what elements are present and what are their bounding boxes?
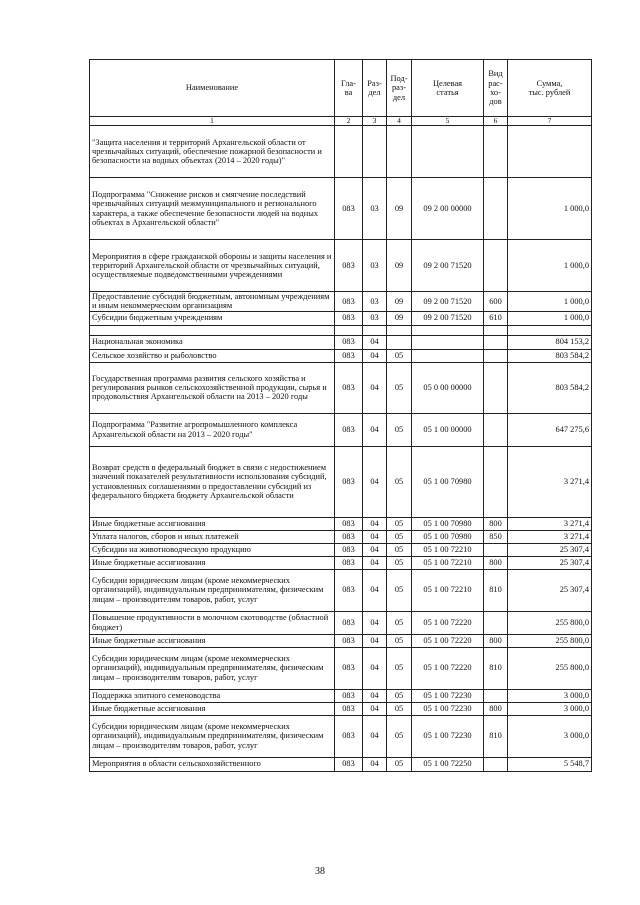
- header-sum: Сумма, тыс. рублей: [508, 60, 592, 117]
- cell-sum: 3 000,0: [508, 689, 592, 702]
- cell-cs: 05 1 00 00000: [412, 413, 484, 446]
- cell-cs: 05 1 00 70980: [412, 446, 484, 517]
- cell-gl: 083: [335, 517, 363, 530]
- cell-rz: 03: [363, 311, 387, 325]
- cell-vr: [484, 126, 508, 178]
- cell-pr: 09: [387, 292, 412, 312]
- cell-name: Субсидии бюджетным учреждениям: [90, 311, 335, 325]
- cell-gl: 083: [335, 556, 363, 569]
- cell-sum: 647 275,6: [508, 413, 592, 446]
- cell-rz: 04: [363, 349, 387, 362]
- cell-pr: 05: [387, 530, 412, 543]
- header-name: Наименование: [90, 60, 335, 117]
- cell-name: Субсидии юридическим лицам (кроме некоммерческих организаций), индивидуальным предпринимателям, физическим лицам – производителям товаров, работ, услуг: [90, 715, 335, 757]
- cell-sum: 255 800,0: [508, 647, 592, 689]
- table-row: [90, 335, 592, 349]
- cell-rz: [363, 126, 387, 178]
- cell-rz: 04: [363, 702, 387, 715]
- cell-gl: [335, 325, 363, 335]
- cell-name: Субсидии юридическим лицам (кроме некоммерческих организаций), индивидуальным предпринимателям, физическим лицам – производителям товаров, работ, услуг: [90, 647, 335, 689]
- cell-vr: 800: [484, 702, 508, 715]
- cell-rz: 03: [363, 292, 387, 312]
- cell-cs: 09 2 00 71520: [412, 292, 484, 312]
- cell-name: Иные бюджетные ассигнования: [90, 517, 335, 530]
- column-number: 7: [508, 117, 592, 126]
- cell-name: Мероприятия в сфере гражданской обороны и защиты населения и территорий Архангельской области от чрезвычайных ситуаций, осуществляемые подведомственными учреждениями: [90, 240, 335, 292]
- table-row: [90, 362, 592, 413]
- cell-sum: 1 000,0: [508, 178, 592, 240]
- cell-pr: 05: [387, 569, 412, 611]
- table-row: [90, 757, 592, 771]
- cell-rz: 04: [363, 530, 387, 543]
- header-vid: Вид рас- хо- дов: [484, 60, 508, 117]
- cell-gl: 083: [335, 362, 363, 413]
- cell-cs: 09 2 00 00000: [412, 178, 484, 240]
- cell-name: Подпрограмма "Развитие агропромышленного комплекса Архангельской области на 2013 – 2020 годы": [90, 413, 335, 446]
- cell-gl: 083: [335, 543, 363, 556]
- table-row: [90, 543, 592, 556]
- cell-gl: 083: [335, 178, 363, 240]
- cell-cs: 05 1 00 72250: [412, 757, 484, 771]
- cell-sum: 803 584,2: [508, 362, 592, 413]
- cell-cs: 05 0 00 00000: [412, 362, 484, 413]
- cell-rz: 04: [363, 611, 387, 634]
- cell-sum: [508, 126, 592, 178]
- cell-rz: 04: [363, 446, 387, 517]
- column-number: 2: [335, 117, 363, 126]
- table-row: [90, 126, 592, 178]
- cell-cs: 05 1 00 72230: [412, 715, 484, 757]
- cell-rz: 04: [363, 689, 387, 702]
- cell-pr: 09: [387, 240, 412, 292]
- table-row: [90, 178, 592, 240]
- cell-sum: 3 271,4: [508, 446, 592, 517]
- table-row: [90, 689, 592, 702]
- table-row: [90, 325, 592, 335]
- cell-sum: 5 548,7: [508, 757, 592, 771]
- table-row: [90, 647, 592, 689]
- cell-vr: 810: [484, 569, 508, 611]
- cell-rz: 04: [363, 715, 387, 757]
- cell-rz: 04: [363, 569, 387, 611]
- cell-pr: 09: [387, 311, 412, 325]
- cell-gl: 083: [335, 715, 363, 757]
- cell-cs: 05 1 00 72230: [412, 702, 484, 715]
- cell-sum: 1 000,0: [508, 240, 592, 292]
- cell-vr: 800: [484, 556, 508, 569]
- column-numbers-row: [90, 117, 592, 126]
- cell-name: Национальная экономика: [90, 335, 335, 349]
- cell-sum: 25 307,4: [508, 569, 592, 611]
- header-glava: Гла- ва: [335, 60, 363, 117]
- cell-rz: 04: [363, 647, 387, 689]
- cell-name: Иные бюджетные ассигнования: [90, 556, 335, 569]
- cell-pr: 05: [387, 349, 412, 362]
- cell-sum: 25 307,4: [508, 543, 592, 556]
- column-number: 5: [412, 117, 484, 126]
- cell-rz: 03: [363, 240, 387, 292]
- cell-gl: 083: [335, 757, 363, 771]
- table-row: [90, 702, 592, 715]
- cell-vr: 800: [484, 634, 508, 647]
- cell-sum: 255 800,0: [508, 611, 592, 634]
- column-number: 6: [484, 117, 508, 126]
- cell-sum: 3 000,0: [508, 702, 592, 715]
- cell-name: Предоставление субсидий бюджетным, автономным учреждениям и иным некоммерческим организациям: [90, 292, 335, 312]
- cell-vr: 810: [484, 715, 508, 757]
- cell-cs: 09 2 00 71520: [412, 311, 484, 325]
- cell-vr: 850: [484, 530, 508, 543]
- cell-gl: 083: [335, 702, 363, 715]
- cell-gl: 083: [335, 569, 363, 611]
- header-statya: Целевая статья: [412, 60, 484, 117]
- cell-sum: 3 271,4: [508, 517, 592, 530]
- cell-pr: 05: [387, 757, 412, 771]
- cell-vr: [484, 446, 508, 517]
- cell-name: Субсидии на животноводческую продукцию: [90, 543, 335, 556]
- cell-name: Уплата налогов, сборов и иных платежей: [90, 530, 335, 543]
- cell-vr: [484, 413, 508, 446]
- cell-cs: 05 1 00 72210: [412, 556, 484, 569]
- column-number: 4: [387, 117, 412, 126]
- table-row: [90, 611, 592, 634]
- cell-cs: [412, 335, 484, 349]
- cell-rz: 04: [363, 517, 387, 530]
- table-row: [90, 311, 592, 325]
- table-row: [90, 556, 592, 569]
- cell-pr: 05: [387, 446, 412, 517]
- cell-cs: 05 1 00 72210: [412, 543, 484, 556]
- table-row: [90, 715, 592, 757]
- cell-cs: 05 1 00 72230: [412, 689, 484, 702]
- cell-gl: 083: [335, 689, 363, 702]
- cell-vr: 600: [484, 292, 508, 312]
- cell-gl: [335, 126, 363, 178]
- cell-vr: 800: [484, 517, 508, 530]
- cell-pr: [387, 335, 412, 349]
- cell-name: Возврат средств в федеральный бюджет в связи с недостижением значений показателей результативности использования субсидий, установленных соглашениями о предоставлении субсидий из федерального бюджета бюджету Архангельской области: [90, 446, 335, 517]
- cell-vr: [484, 543, 508, 556]
- cell-name: Субсидии юридическим лицам (кроме некоммерческих организаций), индивидуальным предпринимателям, физическим лицам – производителям товаров, работ, услуг: [90, 569, 335, 611]
- cell-vr: [484, 362, 508, 413]
- cell-name: Мероприятия в области сельскохозяйственного: [90, 757, 335, 771]
- cell-vr: [484, 757, 508, 771]
- cell-sum: 25 307,4: [508, 556, 592, 569]
- cell-name: "Защита населения и территорий Архангельской области от чрезвычайных ситуаций, обеспечение пожарной безопасности и безопасности на водных объектах (2014 – 2020 годы)": [90, 126, 335, 178]
- cell-vr: [484, 178, 508, 240]
- table-row: [90, 517, 592, 530]
- cell-name: Сельское хозяйство и рыболовство: [90, 349, 335, 362]
- cell-cs: [412, 126, 484, 178]
- header-razdel: Раз- дел: [363, 60, 387, 117]
- cell-vr: [484, 335, 508, 349]
- cell-sum: 1 000,0: [508, 311, 592, 325]
- cell-pr: 05: [387, 634, 412, 647]
- cell-name: Иные бюджетные ассигнования: [90, 634, 335, 647]
- cell-vr: [484, 325, 508, 335]
- cell-gl: 083: [335, 446, 363, 517]
- cell-gl: 083: [335, 413, 363, 446]
- cell-vr: [484, 240, 508, 292]
- cell-rz: 04: [363, 634, 387, 647]
- table-row: [90, 413, 592, 446]
- cell-gl: 083: [335, 611, 363, 634]
- cell-rz: 04: [363, 757, 387, 771]
- cell-pr: [387, 325, 412, 335]
- cell-pr: [387, 126, 412, 178]
- cell-sum: 3 000,0: [508, 715, 592, 757]
- cell-pr: 09: [387, 178, 412, 240]
- cell-gl: 083: [335, 530, 363, 543]
- cell-pr: 05: [387, 689, 412, 702]
- table-row: [90, 240, 592, 292]
- cell-gl: 083: [335, 335, 363, 349]
- cell-pr: 05: [387, 413, 412, 446]
- cell-gl: 083: [335, 240, 363, 292]
- cell-rz: 04: [363, 335, 387, 349]
- cell-cs: 05 1 00 70980: [412, 530, 484, 543]
- cell-rz: [363, 325, 387, 335]
- cell-cs: [412, 349, 484, 362]
- cell-rz: 03: [363, 178, 387, 240]
- cell-pr: 05: [387, 702, 412, 715]
- cell-pr: 05: [387, 647, 412, 689]
- cell-pr: 05: [387, 715, 412, 757]
- cell-pr: 05: [387, 362, 412, 413]
- cell-sum: 3 271,4: [508, 530, 592, 543]
- cell-vr: [484, 689, 508, 702]
- cell-pr: 05: [387, 543, 412, 556]
- budget-table: [89, 59, 592, 772]
- table-row: [90, 446, 592, 517]
- cell-cs: 05 1 00 72220: [412, 611, 484, 634]
- cell-gl: 083: [335, 634, 363, 647]
- cell-vr: 610: [484, 311, 508, 325]
- cell-name: Подпрограмма "Снижение рисков и смягчение последствий чрезвычайных ситуаций межмуниципального и регионального характера, а также обеспечение безопасности людей на водных объектах в Архангельской области": [90, 178, 335, 240]
- cell-gl: 083: [335, 311, 363, 325]
- cell-sum: 255 800,0: [508, 634, 592, 647]
- table-row: [90, 569, 592, 611]
- cell-name: Повышение продуктивности в молочном скотоводстве (областной бюджет): [90, 611, 335, 634]
- table-row: [90, 292, 592, 312]
- cell-cs: 09 2 00 71520: [412, 240, 484, 292]
- cell-vr: 810: [484, 647, 508, 689]
- cell-cs: 05 1 00 72220: [412, 634, 484, 647]
- table-row: [90, 530, 592, 543]
- column-number: 1: [90, 117, 335, 126]
- cell-cs: 05 1 00 72220: [412, 647, 484, 689]
- table-body: [90, 126, 592, 772]
- page-number: 38: [315, 866, 325, 877]
- table-row: [90, 349, 592, 362]
- column-number: 3: [363, 117, 387, 126]
- cell-cs: 05 1 00 70980: [412, 517, 484, 530]
- cell-pr: 05: [387, 556, 412, 569]
- header-row: [90, 60, 592, 117]
- cell-sum: 1 000,0: [508, 292, 592, 312]
- cell-rz: 04: [363, 556, 387, 569]
- cell-gl: 083: [335, 292, 363, 312]
- cell-sum: [508, 325, 592, 335]
- cell-vr: [484, 349, 508, 362]
- cell-cs: [412, 325, 484, 335]
- cell-rz: 04: [363, 413, 387, 446]
- cell-vr: [484, 611, 508, 634]
- cell-rz: 04: [363, 543, 387, 556]
- cell-name: Иные бюджетные ассигнования: [90, 702, 335, 715]
- cell-sum: 804 153,2: [508, 335, 592, 349]
- header-podrazdel: Под- раз- дел: [387, 60, 412, 117]
- cell-name: Поддержка элитного семеноводства: [90, 689, 335, 702]
- cell-pr: 05: [387, 611, 412, 634]
- cell-pr: 05: [387, 517, 412, 530]
- cell-rz: 04: [363, 362, 387, 413]
- cell-name: Государственная программа развития сельского хозяйства и регулирования рынков сельскохозяйственной продукции, сырья и продовольствия Архангельской области на 2013 – 2020 годы: [90, 362, 335, 413]
- cell-gl: 083: [335, 349, 363, 362]
- table-row: [90, 634, 592, 647]
- cell-name: [90, 325, 335, 335]
- cell-gl: 083: [335, 647, 363, 689]
- cell-sum: 803 584,2: [508, 349, 592, 362]
- cell-cs: 05 1 00 72210: [412, 569, 484, 611]
